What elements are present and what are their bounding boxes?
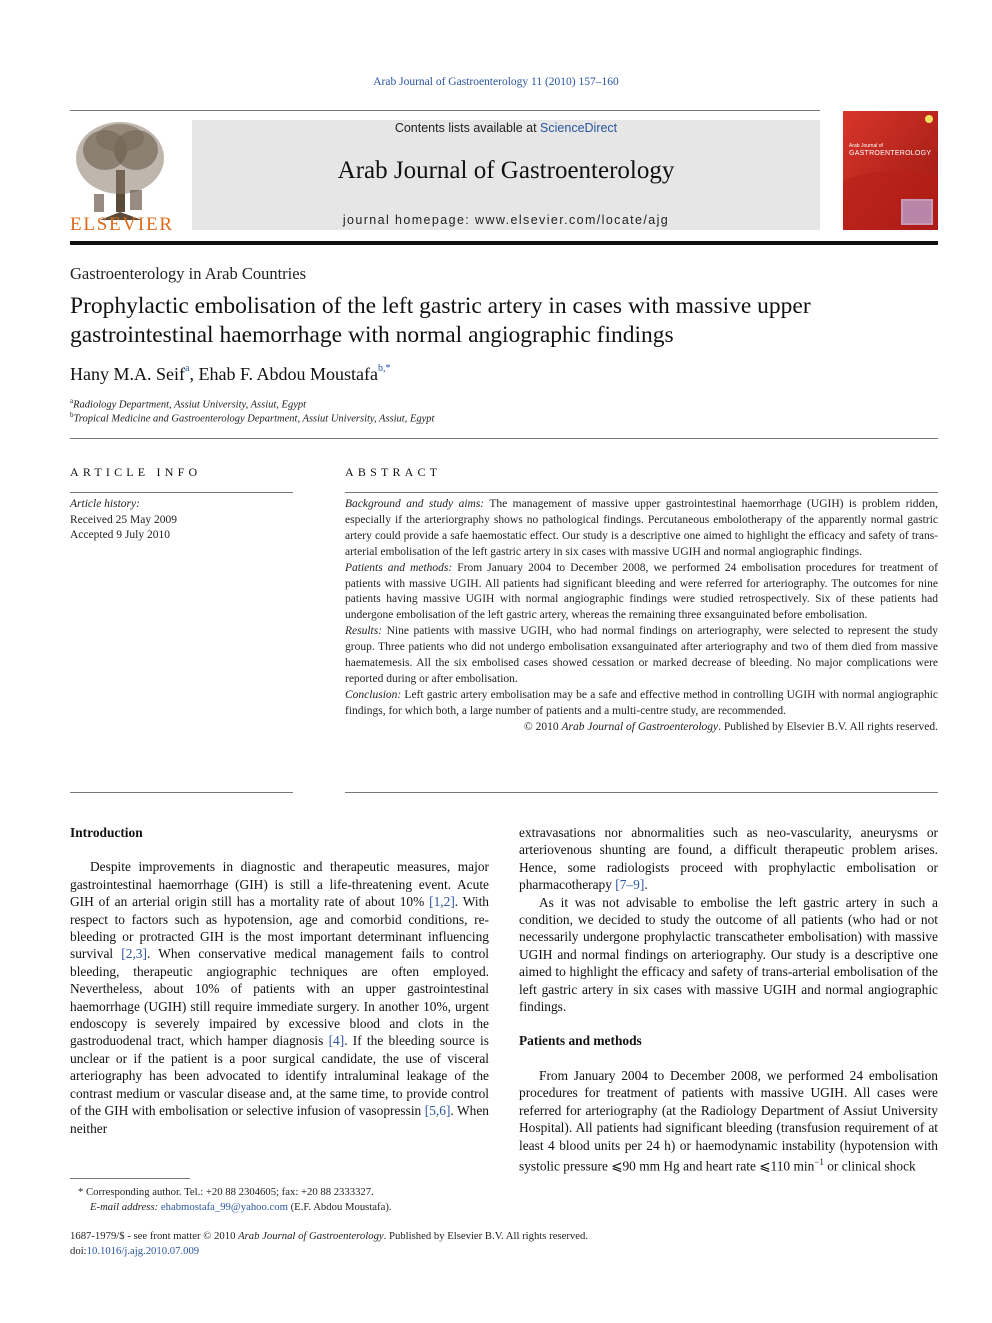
affiliation-text: Tropical Medicine and Gastroenterology Department, Assiut University, Assiut, Egypt <box>73 413 435 425</box>
paragraph-text: . With respect to factors such as hypotension, age and comorbid conditions, re-bleeding or protracted GIH is the most important determinant influencing survival <box>70 894 489 962</box>
affiliation-text: Radiology Department, Assiut University, Assiut, Egypt <box>73 399 307 411</box>
history-label: Article history: <box>70 498 140 510</box>
paragraph-text: . When conservative medical management fails to control bleeding, therapeutic angiographic techniques are often employed. Nevertheless, about 10% of patients with an upper gastrointestinal haemorrhage (UGIH) still require immediate surgery. In another 10%, urgent endoscopy is severely impaired by excessive blood and clots in the gastroduodenal tract, which hamper diagnosis <box>70 946 489 1049</box>
citation-link[interactable]: [7–9] <box>615 877 645 893</box>
paragraph-text: . If the bleeding source is unclear or if the patient is a poor surgical candidate, the use of visceral arteriography has been advocated to identify intraluminal leakage of the contrast medium or vascular disease and, at the same time, to provide control of the GIH with embolisation or selective infusion of vasopressin <box>70 1033 489 1119</box>
contents-line <box>192 121 820 135</box>
abstract-results <box>345 624 938 688</box>
doi-link[interactable]: 10.1016/j.ajg.2010.07.009 <box>86 1244 200 1257</box>
doi-line: doi:10.1016/j.ajg.2010.07.009 <box>70 1244 200 1257</box>
abstract-label: Patients and methods: <box>345 561 453 574</box>
journal-homepage[interactable]: journal homepage: www.elsevier.com/locate/ajg <box>342 213 670 227</box>
abstract-label: Results: <box>345 625 383 638</box>
received-date: Received 25 May 2009 <box>70 513 177 526</box>
section-heading-introduction: Introduction <box>70 825 143 840</box>
author-separator: , <box>189 364 199 384</box>
abstract-background <box>345 497 938 561</box>
email-note: E-mail address: ehabmostafa_99@yahoo.com (E.F. Abdou Moustafa). <box>90 1200 392 1213</box>
abstract-heading: ABSTRACT <box>345 465 442 479</box>
abstract-label: Background and study aims: <box>345 498 485 510</box>
journal-name: Arab Journal of Gastroenterology <box>337 157 675 184</box>
body-column-right <box>519 824 938 1175</box>
affiliation <box>70 397 306 411</box>
issn-line: 1687-1979/$ - see front matter © 2010 Arab Journal of Gastroenterology. Published by Elsevier B.V. All rights reserved. <box>70 1230 589 1242</box>
paragraph-text: . When neither <box>70 1103 489 1136</box>
affiliation <box>70 411 434 425</box>
author-affiliation-marker[interactable]: a <box>185 363 190 374</box>
elsevier-tree-icon <box>70 120 172 232</box>
svg-text:Arab Journal of: Arab Journal of <box>849 143 883 149</box>
paragraph <box>519 824 938 894</box>
divider <box>70 492 293 493</box>
sciencedirect-link[interactable]: ScienceDirect <box>540 121 618 135</box>
svg-text:GASTROENTEROLOGY: GASTROENTEROLOGY <box>849 150 931 157</box>
header-thick-rule <box>70 241 938 245</box>
paragraph-text: . <box>644 877 648 893</box>
email-link[interactable]: ehabmostafa_99@yahoo.com <box>160 1200 288 1213</box>
paragraph: From January 2004 to December 2008, we performed 24 embolisation procedures for treatment of patients with massive UGIH. All cases were referred for arteriography (at the Radiology Department of Assiut University Hospital). All patients had significant bleeding (transfusion requirement of at least 4 blood units per 24 h) or haemodynamic instability (hypotension with systolic pressure ⩽90 mm Hg and heart rate ⩽110 $\min^{-1}$ or clinical shock <box>519 1067 938 1174</box>
footnotes <box>70 1185 392 1214</box>
journal-cover-image-icon <box>843 111 938 230</box>
abstract-methods <box>345 561 938 625</box>
body-column-left <box>70 824 489 1137</box>
section-label: Gastroenterology in Arab Countries <box>70 264 306 283</box>
divider <box>70 438 938 439</box>
accepted-date: Accepted 9 July 2010 <box>70 529 170 541</box>
divider <box>70 792 293 793</box>
abstract-text: From January 2004 to December 2008, we performed 24 embolisation procedures for treatment of patients with massive UGIH. All patients had significant bleeding and were referred for arteriography. The outcomes for nine patients having massive UGIH with normal angiographic findings were studied retrospectively. Six of these patients had undergone embolisation of the left gastric artery, whereas the remaining three exsanguinated before embolisation. <box>345 561 938 622</box>
article-info-heading: ARTICLE INFO <box>70 465 202 479</box>
citation-link[interactable]: [1,2] <box>429 894 455 910</box>
journal-cover <box>843 111 938 230</box>
divider <box>345 792 938 793</box>
page-footer <box>70 1229 588 1258</box>
paragraph-text: extravasations nor abnormalities such as neo-vascularity, aneurysms or arteriovenous shunting are found, a difficult therapeutic problem arises. Hence, some radiologists proceed with prophylactic embolisation or pharmacotherapy <box>519 825 938 893</box>
abstract-text: Nine patients with massive UGIH, who had normal findings on arteriography, were selected to represent the study group. Three patients who did not undergo embolisation exsanguinated after arteriography and two of them died from massive haematemesis. All the six embolised cases showed cessation or marked decrease of bleeding. No major complications were reported during or after embolisation. <box>345 625 938 685</box>
citation-link[interactable]: [2,3] <box>121 946 147 962</box>
paragraph: As it was not advisable to embolise the left gastric artery in such a condition, we decided to study the outcome of all patients (who had or not necessarily undergone prophylactic transcatheter embolisation) with massive UGIH and normal findings on arteriography. Our study is a descriptive one aimed to highlight the efficacy and safety of trans-arterial embolisation of the left gastric artery in six cases with massive UGIH and normal angiographic findings. <box>519 894 938 1015</box>
journal-citation[interactable]: Arab Journal of Gastroenterology 11 (2010) 157–160 <box>373 76 619 88</box>
article-title: Prophylactic embolisation of the left gastric artery in cases with massive upper gastrointestinal haemorrhage with normal angiographic findings <box>70 293 811 348</box>
corresponding-author-note: * Corresponding author. Tel.: +20 88 2304605; fax: +20 88 2333327. <box>78 1186 374 1198</box>
paragraph-text: Despite improvements in diagnostic and therapeutic measures, major gastrointestinal haemorrhage (GIH) is still a life-threatening event. Acute GIH of an arterial origin still has a mortality rate of about 10% <box>70 859 489 910</box>
author-list <box>70 364 391 385</box>
citation-link[interactable]: [5,6] <box>424 1103 451 1119</box>
author-name: Ehab F. Abdou Moustafa <box>198 364 378 384</box>
copyright-line: © 2010 Arab Journal of Gastroenterology. Published by Elsevier B.V. All rights reserved. <box>524 720 938 733</box>
abstract-body <box>345 497 938 736</box>
abstract-text: The management of massive upper gastrointestinal haemorrhage (UGIH) is problem ridden, especially if the arteriorgraphy shows no pathological findings. Percutaneous embolotherapy of the apparently normal gastric artery could provide a safe haemostatic effect. Our study is a descriptive one aimed to highlight the efficacy and safety of trans-arterial embolisation of the left gastric artery in six cases with massive UGIH and normal angiographic findings. <box>345 498 938 558</box>
divider <box>345 492 938 493</box>
author-affiliation-marker[interactable]: b,* <box>378 363 391 374</box>
article-history <box>70 497 177 544</box>
abstract-conclusion <box>345 688 938 720</box>
svg-text:ELSEVIER: ELSEVIER <box>70 214 172 232</box>
elsevier-logo <box>70 120 172 232</box>
citation-link[interactable]: [4] <box>328 1033 345 1049</box>
top-rule <box>70 110 820 111</box>
abstract-label: Conclusion: <box>345 688 402 701</box>
author-name: Hany M.A. Seif <box>70 364 185 384</box>
abstract-text: Left gastric artery embolisation may be a safe and effective method in controlling UGIH with normal angiographic findings, for which both, a large number of patients and a multi-centre study, are recommended. <box>345 688 938 717</box>
paragraph <box>70 858 489 1137</box>
section-heading-methods: Patients and methods <box>519 1033 642 1049</box>
contents-prefix: Contents lists available at <box>394 121 541 135</box>
footnote-rule <box>70 1178 190 1179</box>
affiliation-marker: b <box>70 411 74 419</box>
affiliation-marker: a <box>70 397 74 405</box>
